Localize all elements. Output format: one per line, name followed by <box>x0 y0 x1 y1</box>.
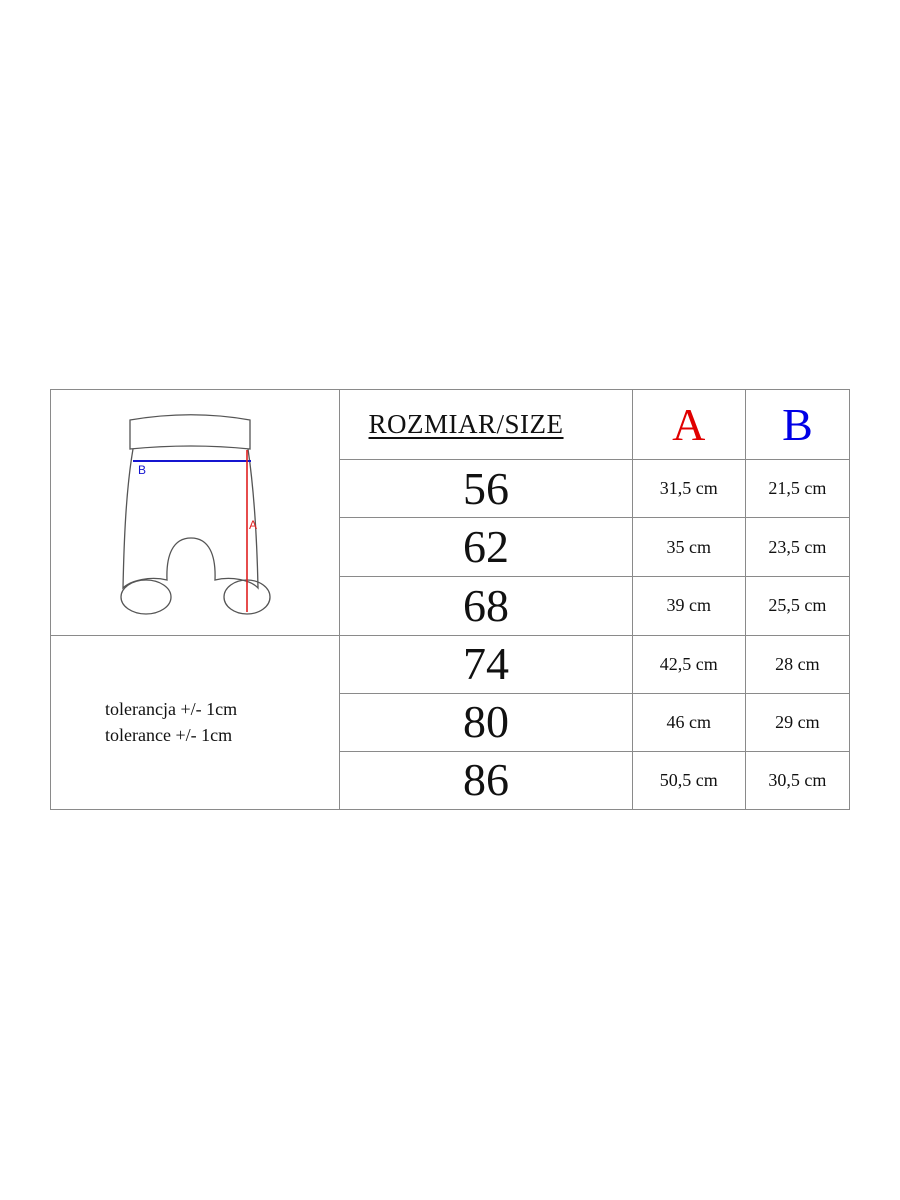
measure-b-value: 29 cm <box>745 693 849 751</box>
waistband-outline <box>130 415 250 449</box>
header-row <box>51 390 850 460</box>
measure-b-value: 23,5 cm <box>745 518 849 577</box>
size-value: 68 <box>340 576 632 635</box>
size-value: 56 <box>340 459 632 518</box>
size-chart-table <box>50 389 850 810</box>
size-column-header: ROZMIAR/SIZE <box>340 390 632 460</box>
tolerance-cell <box>51 635 340 809</box>
table-row <box>51 635 850 693</box>
measure-a-value: 50,5 cm <box>632 751 745 809</box>
measure-a-value: 35 cm <box>632 518 745 577</box>
size-value: 62 <box>340 518 632 577</box>
measure-a-label: A <box>249 518 258 532</box>
measure-b-value: 28 cm <box>745 635 849 693</box>
measure-b-value: 30,5 cm <box>745 751 849 809</box>
size-value: 80 <box>340 693 632 751</box>
measure-b-label: B <box>138 463 147 477</box>
tolerance-text-en: tolerance +/- 1cm <box>105 725 233 746</box>
measure-a-value: 31,5 cm <box>632 459 745 518</box>
measure-a-column-header: A <box>632 390 745 460</box>
measure-b-value: 25,5 cm <box>745 576 849 635</box>
measure-b-column-header: B <box>745 390 849 460</box>
tolerance-text-pl: tolerancja +/- 1cm <box>105 699 238 720</box>
pants-diagram <box>51 390 340 634</box>
measure-a-value: 42,5 cm <box>632 635 745 693</box>
left-foot-outline <box>121 580 171 614</box>
measure-a-value: 39 cm <box>632 576 745 635</box>
size-value: 86 <box>340 751 632 809</box>
measure-a-value: 46 cm <box>632 693 745 751</box>
garment-diagram-cell <box>51 390 340 636</box>
measure-b-value: 21,5 cm <box>745 459 849 518</box>
size-value: 74 <box>340 635 632 693</box>
